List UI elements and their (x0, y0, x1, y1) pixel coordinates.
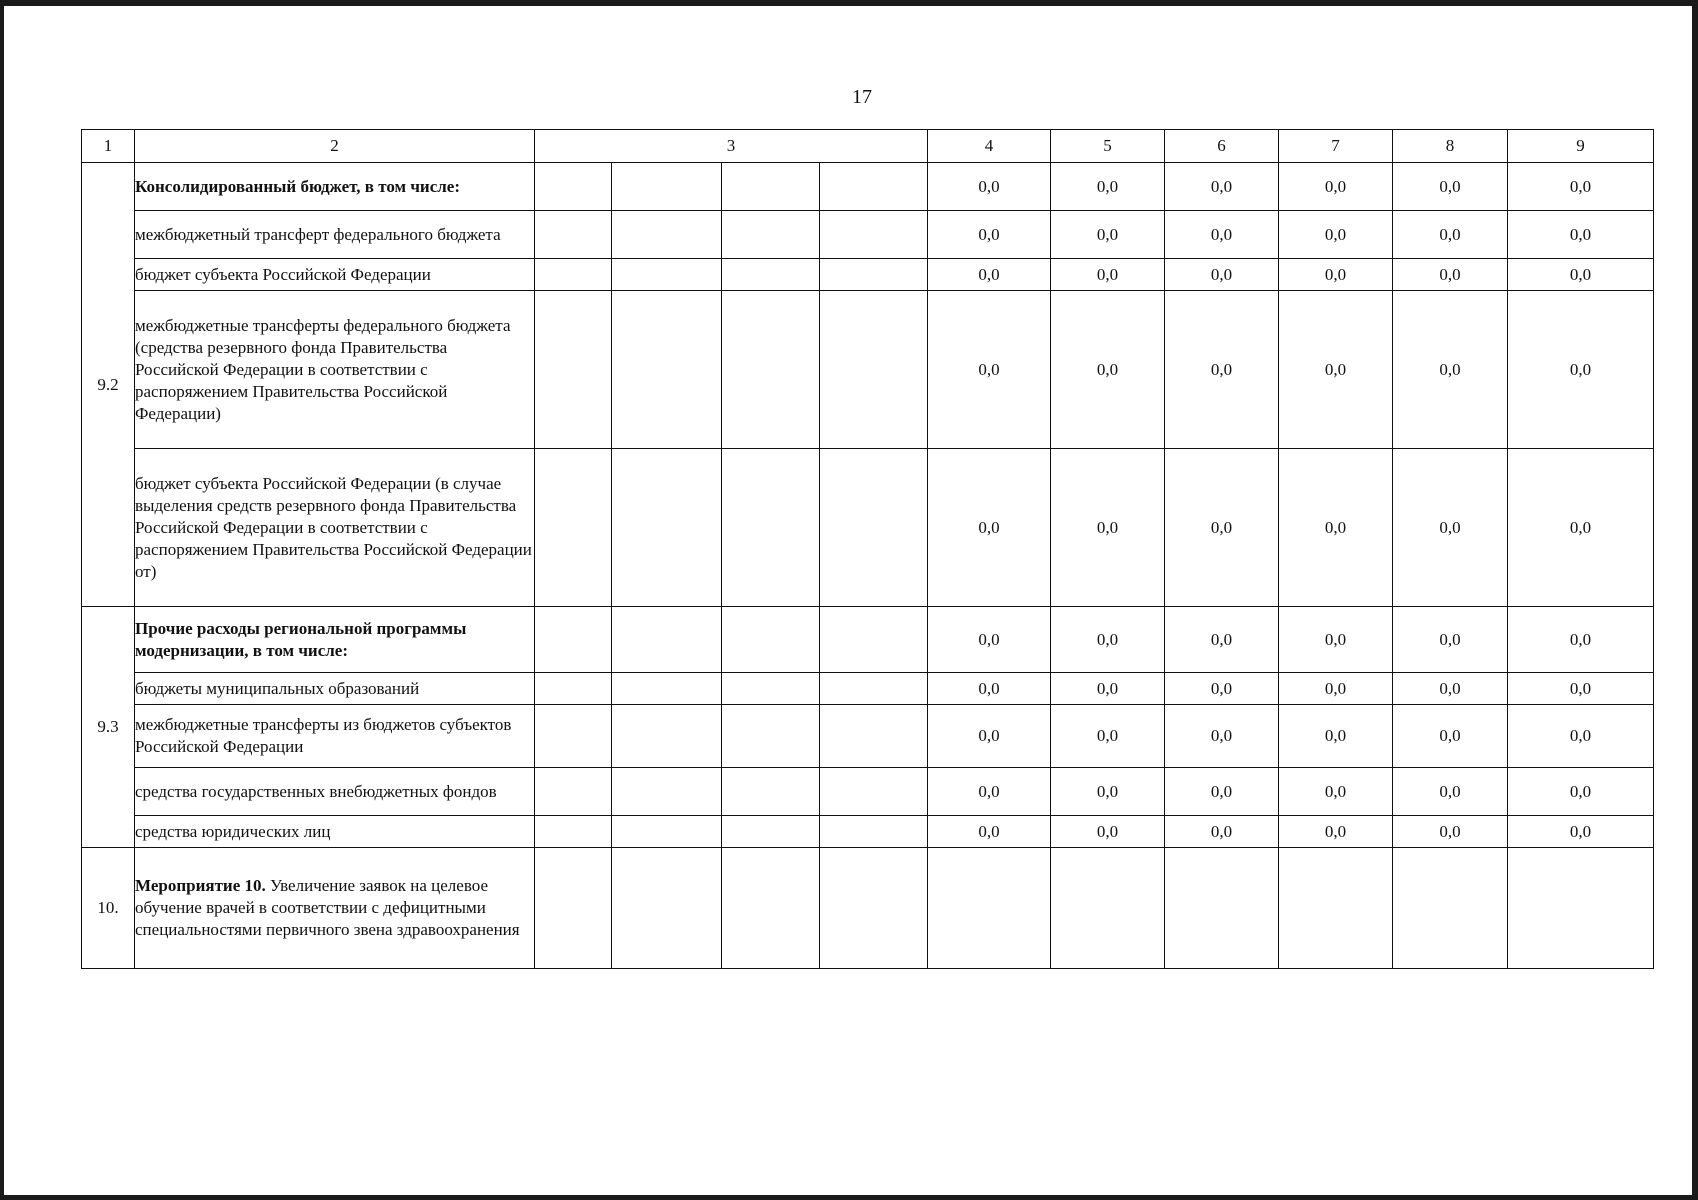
header-cell: 2 (135, 130, 535, 163)
value-cell: 0,0 (1279, 607, 1393, 673)
value-cell: 0,0 (1165, 607, 1279, 673)
value-cell: 0,0 (1279, 673, 1393, 705)
value-cell: 0,0 (1165, 816, 1279, 848)
header-cell: 1 (82, 130, 135, 163)
value-cell: 0,0 (928, 259, 1051, 291)
row-label: Консолидированный бюджет, в том числе: (135, 163, 535, 211)
event-title: Мероприятие 10. (135, 876, 266, 895)
row-label: Прочие расходы региональной программы модернизации, в том числе: (135, 607, 535, 673)
value-cell: 0,0 (1393, 673, 1508, 705)
value-cell: 0,0 (1508, 768, 1654, 816)
table-row (82, 768, 1654, 816)
value-cell: 0,0 (1508, 816, 1654, 848)
value-cell: 0,0 (1051, 673, 1165, 705)
value-cell: 0,0 (1393, 163, 1508, 211)
value-cell: 0,0 (1165, 211, 1279, 259)
scan-border-bottom (0, 1195, 1698, 1200)
value-cell: 0,0 (1508, 211, 1654, 259)
table-row (82, 705, 1654, 768)
row-label: бюджеты муниципальных образований (135, 673, 535, 705)
table-row (82, 449, 1654, 607)
row-label: межбюджетные трансферты из бюджетов субъектов Российской Федерации (135, 705, 535, 768)
scan-border-left (0, 0, 4, 1200)
value-cell: 0,0 (928, 673, 1051, 705)
value-cell: 0,0 (1051, 259, 1165, 291)
value-cell: 0,0 (1508, 705, 1654, 768)
row-label: межбюджетный трансферт федерального бюджета (135, 211, 535, 259)
header-cell: 7 (1279, 130, 1393, 163)
value-cell: 0,0 (1279, 211, 1393, 259)
table-row (82, 259, 1654, 291)
budget-table (81, 129, 1654, 969)
table-row (82, 291, 1654, 449)
header-cell: 4 (928, 130, 1051, 163)
value-cell: 0,0 (1165, 163, 1279, 211)
header-row (82, 130, 1654, 163)
value-cell: 0,0 (928, 211, 1051, 259)
value-cell: 0,0 (1165, 291, 1279, 449)
value-cell: 0,0 (1051, 816, 1165, 848)
row-label (135, 848, 535, 969)
header-cell: 3 (535, 130, 928, 163)
value-cell: 0,0 (1279, 449, 1393, 607)
value-cell: 0,0 (1393, 607, 1508, 673)
table-row (82, 816, 1654, 848)
row-number: 9.2 (82, 163, 135, 607)
value-cell: 0,0 (1051, 705, 1165, 768)
table-row (82, 163, 1654, 211)
value-cell: 0,0 (1393, 816, 1508, 848)
value-cell: 0,0 (1279, 291, 1393, 449)
value-cell: 0,0 (928, 291, 1051, 449)
table-row (82, 211, 1654, 259)
header-cell: 6 (1165, 130, 1279, 163)
value-cell: 0,0 (1279, 816, 1393, 848)
table-row (82, 848, 1654, 969)
row-number: 9.3 (82, 607, 135, 848)
value-cell: 0,0 (928, 705, 1051, 768)
value-cell: 0,0 (1279, 259, 1393, 291)
value-cell: 0,0 (928, 449, 1051, 607)
row-label: межбюджетные трансферты федерального бюджета (средства резервного фонда Правительства Российской Федерации в соответствии с распоряжением Правительства Российской Федерации) (135, 291, 535, 449)
value-cell: 0,0 (1508, 607, 1654, 673)
value-cell: 0,0 (1051, 291, 1165, 449)
value-cell: 0,0 (928, 607, 1051, 673)
value-cell: 0,0 (1165, 768, 1279, 816)
scan-border-top (0, 0, 1698, 6)
value-cell: 0,0 (1165, 705, 1279, 768)
value-cell: 0,0 (1051, 211, 1165, 259)
row-label: бюджет субъекта Российской Федерации (135, 259, 535, 291)
scan-border-right (1692, 0, 1698, 1200)
value-cell: 0,0 (1508, 449, 1654, 607)
value-cell: 0,0 (1279, 705, 1393, 768)
header-cell: 8 (1393, 130, 1508, 163)
value-cell: 0,0 (928, 768, 1051, 816)
value-cell: 0,0 (1393, 211, 1508, 259)
row-label: бюджет субъекта Российской Федерации (в случае выделения средств резервного фонда Правительства Российской Федерации в соответствии с распоряжением Правительства Российской Федерации от) (135, 449, 535, 607)
value-cell: 0,0 (1508, 259, 1654, 291)
page-number: 17 (852, 86, 872, 108)
value-cell: 0,0 (1393, 291, 1508, 449)
row-label: средства государственных внебюджетных фондов (135, 768, 535, 816)
value-cell: 0,0 (1051, 768, 1165, 816)
value-cell: 0,0 (1508, 163, 1654, 211)
event-description: Увеличение заявок на целевое обучение врачей в соответствии с дефицитными специальностями первичного звена здравоохранения (135, 876, 520, 939)
value-cell: 0,0 (1393, 449, 1508, 607)
value-cell: 0,0 (1165, 259, 1279, 291)
value-cell: 0,0 (1165, 673, 1279, 705)
value-cell: 0,0 (1508, 291, 1654, 449)
value-cell: 0,0 (1051, 449, 1165, 607)
value-cell: 0,0 (1393, 705, 1508, 768)
value-cell: 0,0 (1279, 768, 1393, 816)
header-cell: 5 (1051, 130, 1165, 163)
row-number: 10. (82, 848, 135, 969)
value-cell: 0,0 (928, 816, 1051, 848)
value-cell: 0,0 (1393, 259, 1508, 291)
value-cell: 0,0 (1051, 163, 1165, 211)
value-cell: 0,0 (928, 163, 1051, 211)
row-label: средства юридических лиц (135, 816, 535, 848)
value-cell: 0,0 (1508, 673, 1654, 705)
value-cell: 0,0 (1393, 768, 1508, 816)
table-row (82, 673, 1654, 705)
value-cell: 0,0 (1051, 607, 1165, 673)
value-cell: 0,0 (1279, 163, 1393, 211)
table-row (82, 607, 1654, 673)
value-cell: 0,0 (1165, 449, 1279, 607)
header-cell: 9 (1508, 130, 1654, 163)
